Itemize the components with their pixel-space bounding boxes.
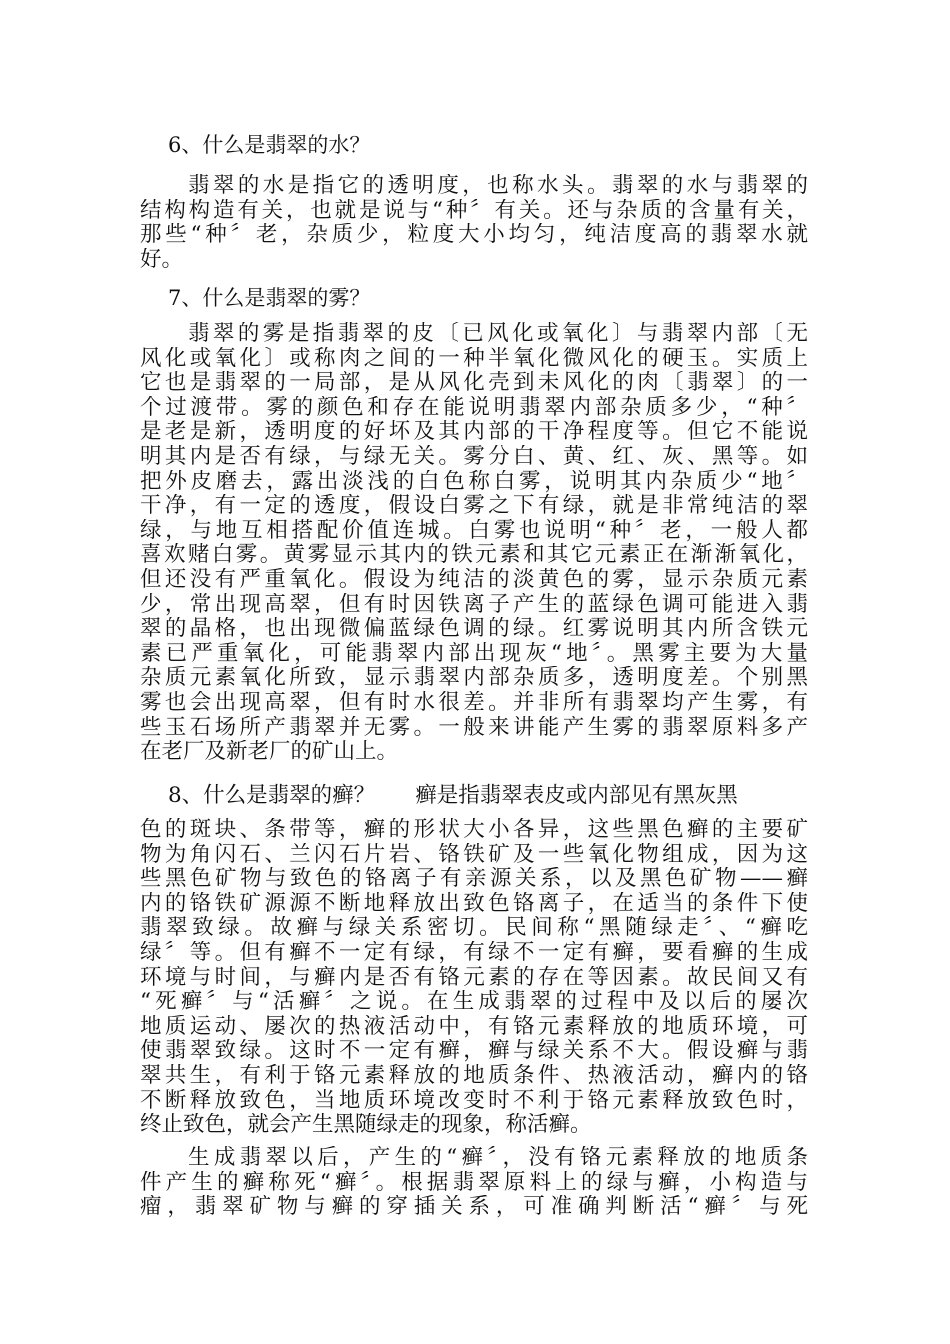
q8-paragraph: [140, 818, 808, 1138]
q8-line: 件产生的癣称死“癣〞。根据翡翠原料上的绿与癣，小构造与: [140, 1170, 808, 1195]
q7-line: 翠的晶格，也出现微偏蓝绿色调的绿。红雾说明其内所含铁元: [140, 617, 808, 642]
q8-line: “死癣〞与“活癣〞之说。在生成翡翠的过程中及以后的屡次: [140, 990, 808, 1015]
q6-line: 结构构造有关，也就是说与“种〞有关。还与杂质的含量有关，: [140, 198, 808, 223]
q7-line: 些玉石场所产翡翠并无雾。一般来讲能产生雾的翡翠原料多产: [140, 715, 808, 740]
q7-line: 雾也会出现高翠，但有时水很差。并非所有翡翠均产生雾，有: [140, 690, 808, 715]
q6-paragraph: [140, 174, 808, 272]
q8-first-line: [168, 783, 808, 809]
q7-line: 把外皮磨去，露出淡浅的白色称白雾，说明其内杂质少“地〞: [140, 469, 808, 494]
q7-line: 杂质元素氧化所致，显示翡翠内部杂质多，透明度差。个别黑: [140, 666, 808, 691]
q8-line: 不断释放致色，当地质环境改变时不利于铬元素释放致色时，: [140, 1088, 808, 1113]
q8-heading: 8、什么是翡翠的癣？: [168, 783, 376, 808]
q8-line: 物为角闪石、兰闪石片岩、铬铁矿及一些氧化物组成，因为这: [140, 842, 808, 867]
q8-line: 终止致色，就会产生黑随绿走的现象，称活癣。: [140, 1113, 592, 1138]
q7-line: 少，常出现高翠，但有时因铁离子产生的蓝绿色调可能进入翡: [140, 592, 808, 617]
q8-first-line-rest: 癣是指翡翠表皮或内部见有黑灰黑: [415, 783, 738, 808]
q6-heading: 6、什么是翡翠的水？: [168, 133, 371, 157]
q6-line: 那些“种〞老，杂质少，粒度大小均匀，纯洁度高的翡翠水就: [140, 223, 808, 248]
q6-line: 翡翠的水是指它的透明度，也称水头。翡翠的水与翡翠的: [188, 174, 808, 198]
q7-line: 翡翠的雾是指翡翠的皮〔已风化或氧化〕与翡翠内部〔无: [188, 322, 808, 346]
q7-line: 明其内是否有绿，与绿无关。雾分白、黄、红、灰、黑等。如: [140, 444, 808, 469]
q7-line: 风化或氧化〕或称肉之间的一种半氧化微风化的硬玉。实质上: [140, 346, 808, 371]
q8-line: 使翡翠致绿。这时不一定有癣，癣与绿关系不大。假设癣与翡: [140, 1039, 808, 1064]
q7-line: 干净，有一定的透度，假设白雾之下有绿，就是非常纯洁的翠: [140, 494, 808, 519]
q8-line: 翡翠致绿。故癣与绿关系密切。民间称“黑随绿走〞、“癣吃: [140, 916, 808, 941]
q7-line: 个过渡带。雾的颜色和存在能说明翡翠内部杂质多少，“种〞: [140, 395, 808, 420]
q7-line: 它也是翡翠的一局部，是从风化壳到未风化的肉〔翡翠〕的一: [140, 371, 808, 396]
q8-line: 翠共生，有利于铬元素释放的地质条件、热液活动，癣内的铬: [140, 1063, 808, 1088]
q8-line: 瘤，翡翠矿物与癣的穿插关系，可准确判断活“癣〞与死: [140, 1195, 808, 1220]
q7-paragraph: [140, 322, 808, 765]
q7-line: 喜欢赌白雾。黄雾显示其内的铁元素和其它元素正在渐渐氧化，: [140, 543, 808, 568]
q8-line: 生成翡翠以后，产生的“癣〞，没有铬元素释放的地质条: [188, 1146, 808, 1170]
q7-line: 绿，与地互相搭配价值连城。白雾也说明“种〞老，一般人都: [140, 518, 808, 543]
q7-line: 是老是新，透明度的好坏及其内部的干净程度等。但它不能说: [140, 420, 808, 445]
q6-line: 好。: [140, 247, 184, 272]
q8-line: 环境与时间，与癣内是否有铬元素的存在等因素。故民间又有: [140, 965, 808, 990]
q7-heading: 7、什么是翡翠的雾？: [168, 286, 371, 310]
q8-line: 色的斑块、条带等，癣的形状大小各异，这些黑色癣的主要矿: [140, 818, 808, 842]
q8-paragraph-2: [140, 1146, 808, 1220]
q7-line: 但还没有严重氧化。假设为纯洁的淡黄色的雾，显示杂质元素: [140, 567, 808, 592]
q8-line: 些黑色矿物与致色的铬离子有亲源关系，以及黑色矿物——癣: [140, 867, 808, 892]
q7-line: 素已严重氧化，可能翡翠内部出现灰“地〞。黑雾主要为大量: [140, 641, 808, 666]
q8-line: 地质运动、屡次的热液活动中，有铬元素释放的地质环境，可: [140, 1014, 808, 1039]
q7-line: 在老厂及新老厂的矿山上。: [140, 740, 399, 765]
q8-line: 绿〞等。但有癣不一定有绿，有绿不一定有癣，要看癣的生成: [140, 940, 808, 965]
q8-line: 内的铬铁矿源源不断地释放出致色铬离子，在适当的条件下使: [140, 891, 808, 916]
